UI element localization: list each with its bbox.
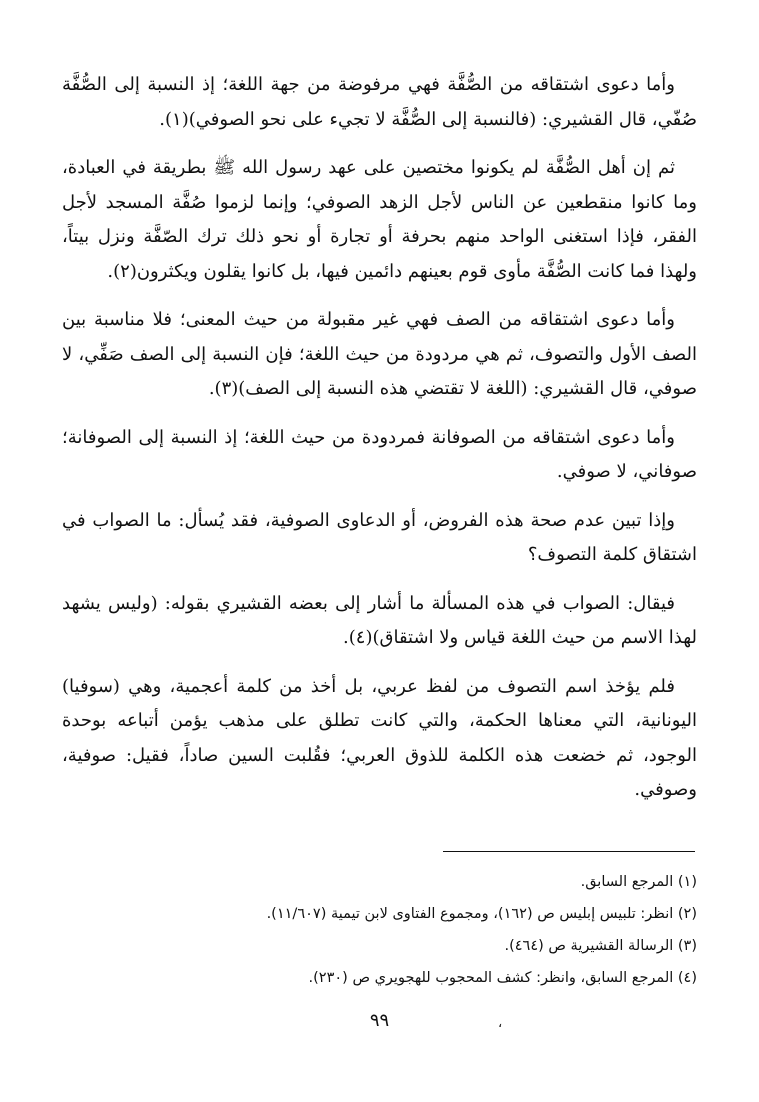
paragraph-1: وأما دعوى اشتقاقه من الصُّفَّة فهي مرفوضة من جهة اللغة؛ إذ النسبة إلى الصُّفَّة صُفّي، قال القشيري: (فالنسبة إلى الصُّفَّة لا تجيء على نحو الصوفي)(١). [62,74,697,130]
stray-mark: ، [498,1016,503,1031]
page-number: ٩٩ [369,1010,390,1031]
paragraph-7: فلم يؤخذ اسم التصوف من لفظ عربي، بل أخذ من كلمة أعجمية، وهي (سوفيا) اليونانية، التي معناها الحكمة، والتي كانت تطلق على مذهب يؤمن أتباعه بوحدة الوجود، ثم خضعت هذه الكلمة للذوق العربي؛ فقُلبت السين صاداً، فقيل: صوفية، وصوفي. [62,675,697,800]
paragraph-5: وإذا تبين عدم صحة هذه الفروض، أو الدعاوى الصوفية، فقد يُسأل: ما الصواب في اشتقاق كلمة التصوف؟ [62,509,697,565]
footnote-1: (١) المرجع السابق. [580,874,697,890]
footnote-3: (٣) الرسالة القشيرية ص (٤٦٤). [504,938,697,954]
paragraph-4: وأما دعوى اشتقاقه من الصوفانة فمردودة من حيث اللغة؛ إذ النسبة إلى الصوفانة؛ صوفاني، لا صوفي. [62,426,697,482]
paragraph-2: ثم إن أهل الصُّفَّة لم يكونوا مختصين على عهد رسول الله ﷺ بطريقة في العبادة، وما كانوا منقطعين عن الناس لأجل الزهد الصوفي؛ وإنما لزموا صُفَّة المسجد لأجل الفقر، فإذا استغنى الواحد منهم بحرفة أو تجارة أو نحو ذلك ترك الصّفَّة ونزل بيتاً، ولهذا فما كانت الصُّفَّة مأوى قوم بعينهم دائمين فيها، بل كانوا يقلون ويكثرون(٢). [62,157,697,282]
footnote-4: (٤) المرجع السابق، وانظر: كشف المحجوب للهجويري ص (٢٣٠). [308,970,697,986]
footnote-divider [443,851,695,852]
paragraph-6: فيقال: الصواب في هذه المسألة ما أشار إلى بعضه القشيري بقوله: (وليس يشهد لهذا الاسم من حيث اللغة قياس ولا اشتقاق)(٤). [62,592,697,648]
body-text [62,68,697,808]
paragraph-3: وأما دعوى اشتقاقه من الصف فهي غير مقبولة من حيث المعنى؛ فلا مناسبة بين الصف الأول والتصوف، ثم هي مردودة من حيث اللغة؛ فإن النسبة إلى الصف صَفِّي، لا صوفي، قال القشيري: (اللغة لا تقتضي هذه النسبة إلى الصف)(٣). [62,309,697,399]
footnote-2: (٢) انظر: تلبيس إبليس ص (١٦٢)، ومجموع الفتاوى لابن تيمية (١١/٦٠٧). [266,906,697,922]
footnotes [62,866,697,994]
